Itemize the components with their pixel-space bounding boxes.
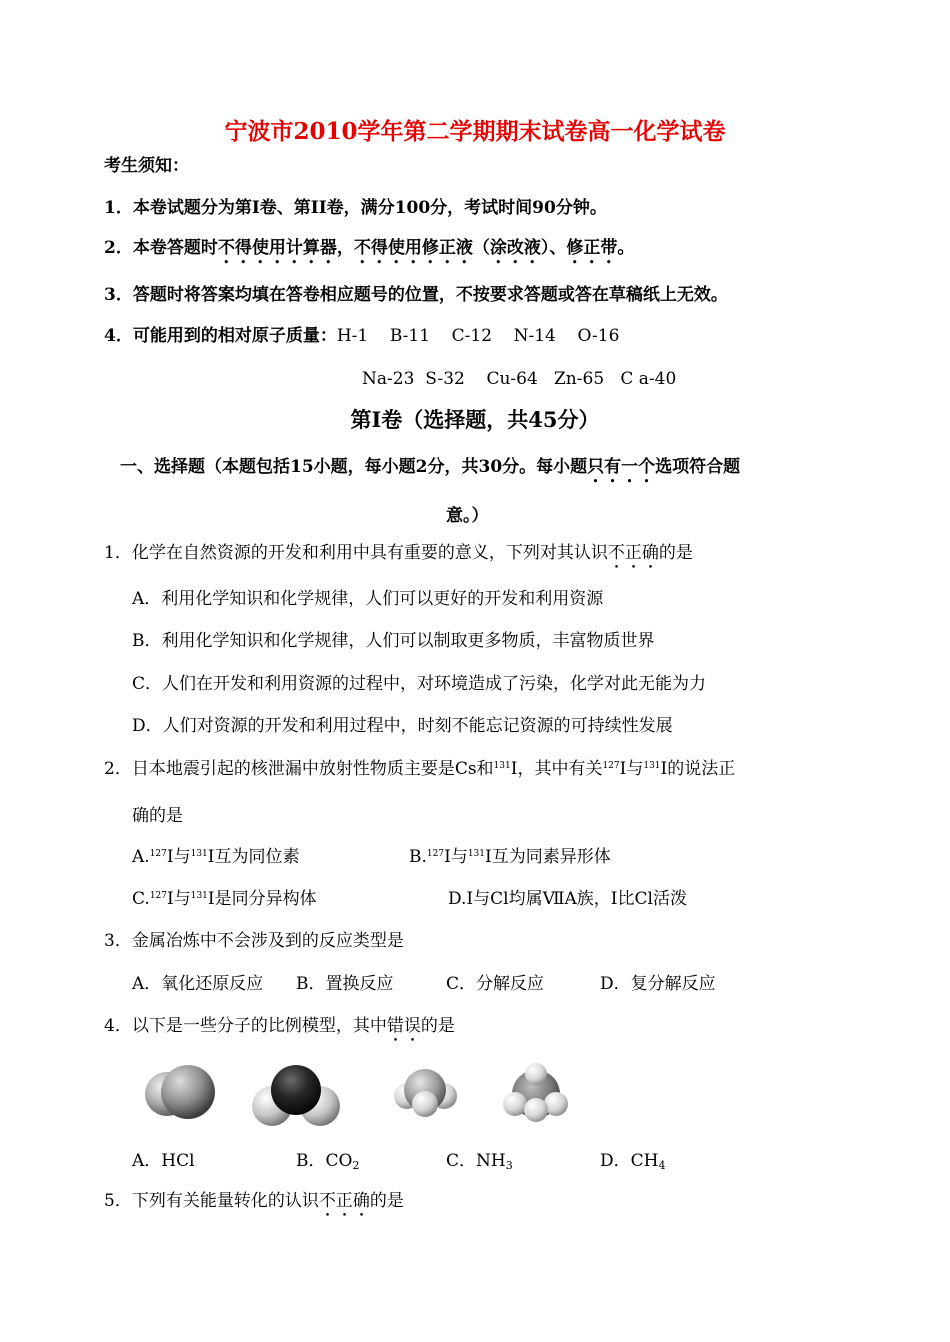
section-1-title: 第I卷（选择题，共45分） bbox=[350, 407, 600, 432]
atomic-masses-line-2: Na-23 S-32 Cu-64 Zn-65 C a-40 bbox=[362, 369, 677, 389]
q3-option-a: A．氧化还原反应 bbox=[132, 974, 264, 994]
nh3-model-image bbox=[390, 1060, 460, 1124]
ch4-model-image bbox=[498, 1060, 574, 1124]
q2-option-d: D.I与Cl均属ⅦA族，I比Cl活泼 bbox=[448, 889, 687, 909]
q3-option-d: D．复分解反应 bbox=[600, 974, 716, 994]
q2-option-c: C.$^{127}$I与$^{131}$I是同分异构体 bbox=[132, 889, 317, 909]
hcl-model-image bbox=[140, 1060, 220, 1126]
section-1-intro-end: 意。） bbox=[446, 506, 489, 526]
section-1-intro: 一、选择题（本题包括15小题，每小题2分，共30分。每小题只有一个选项符合题 bbox=[120, 457, 741, 477]
q2-option-a: A.$^{127}$I与$^{131}$I互为同位素 bbox=[132, 847, 300, 867]
notice-item-2: 2．本卷答题时不得使用计算器，不得使用修正液（涂改液）、修正带。 bbox=[104, 238, 635, 258]
notice-item-3: 3．答题时将答案均填在答卷相应题号的位置，不按要求答题或答在草稿纸上无效。 bbox=[104, 285, 728, 305]
q1-option-a: A．利用化学知识和化学规律，人们可以更好的开发和利用资源 bbox=[132, 589, 604, 609]
q5-stem: 5．下列有关能量转化的认识不正确的是 bbox=[104, 1191, 404, 1211]
q1-option-b: B．利用化学知识和化学规律，人们可以制取更多物质，丰富物质世界 bbox=[132, 631, 655, 651]
co2-model-image bbox=[250, 1060, 342, 1136]
notice-item-1: 1．本卷试题分为第I卷、第II卷，满分100分，考试时间90分钟。 bbox=[104, 198, 607, 218]
q1-option-d: D．人们对资源的开发和利用过程中，时刻不能忘记资源的可持续性发展 bbox=[132, 716, 673, 736]
q3-stem: 3．金属冶炼中不会涉及到的反应类型是 bbox=[104, 931, 404, 951]
q3-option-b: B．置换反应 bbox=[296, 974, 394, 994]
notice-heading: 考生须知： bbox=[104, 156, 189, 176]
q2-option-b: B.$^{127}$I与$^{131}$I互为同素异形体 bbox=[409, 847, 611, 867]
q4-option-d: D．$CH_4$ bbox=[600, 1151, 666, 1172]
q2-stem-end: 确的是 bbox=[132, 806, 183, 826]
q1-option-c: C．人们在开发和利用资源的过程中，对环境造成了污染，化学对此无能为力 bbox=[132, 674, 707, 694]
q4-option-c: C．$NH_3$ bbox=[446, 1151, 513, 1172]
q3-option-c: C．分解反应 bbox=[446, 974, 545, 994]
q4-option-a: A．HCl bbox=[132, 1151, 195, 1171]
q4-option-b: B．$CO_2$ bbox=[296, 1151, 360, 1172]
q4-stem: 4．以下是一些分子的比例模型，其中错误的是 bbox=[104, 1016, 455, 1036]
notice-item-4: 4．可能用到的相对原子质量：H-1 B-11 C-12 N-14 O-16 bbox=[104, 326, 620, 346]
q1-stem: 1．化学在自然资源的开发和利用中具有重要的意义，下列对其认识不正确的是 bbox=[104, 543, 693, 563]
q2-stem: 2．日本地震引起的核泄漏中放射性物质主要是Cs和$^{131}$I，其中有关$^{127}$I与$^{131}$I的说法正 bbox=[104, 759, 736, 779]
page-title: 宁波市2010学年第二学期期末试卷高一化学试卷 bbox=[224, 118, 726, 145]
